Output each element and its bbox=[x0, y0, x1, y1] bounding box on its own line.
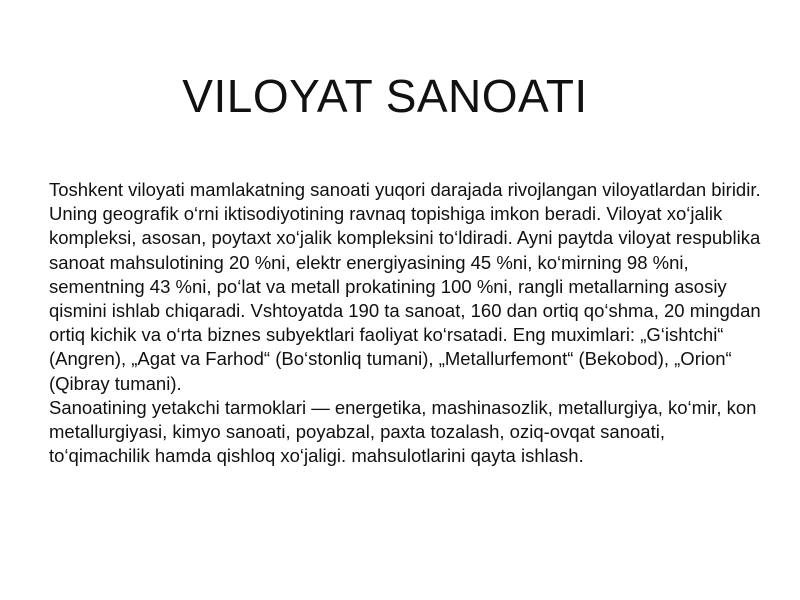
slide-body bbox=[49, 178, 764, 468]
paragraph-industry-overview: Toshkent viloyati mamlakatning sanoati yuqori darajada rivojlangan viloyatlardan biridir. Uning geografik o‘rni iktisodiyotining ravnaq topishiga imkon beradi. Viloyat xo‘jalik kompleksi, asosan, poytaxt xo‘jalik kompleksini to‘ldiradi. Ayni paytda viloyat respublika sanoat mahsulotining 20 %ni, elektr energiyasining 45 %ni, ko‘mirning 98 %ni, sementning 43 %ni, po‘lat va metall prokatining 100 %ni, rangli metallarning asosiy qismini ishlab chiqaradi. Vshtoyatda 190 ta sanoat, 160 dan ortiq qo‘shma, 20 mingdan ortiq kichik va o‘rta biznes subyektlari faoliyat ko‘rsatadi. Eng muximlari: „G‘ishtchi“ (Angren), „Agat va Farhod“ (Bo‘stonliq tumani), „Metallurfemont“ (Bekobod), „Orion“ (Qibray tumani). bbox=[49, 179, 761, 394]
slide-title: VILOYAT SANOATI bbox=[182, 70, 588, 122]
paragraph-leading-sectors: Sanoatining yetakchi tarmoklari — energetika, mashinasozlik, metallurgiya, ko‘mir, kon metallurgiyasi, kimyo sanoati, poyabzal, paxta tozalash, oziq-ovqat sanoati, to‘qimachilik hamda qishloq xo‘jaligi. mahsulotlarini qayta ishlash. bbox=[49, 396, 757, 467]
